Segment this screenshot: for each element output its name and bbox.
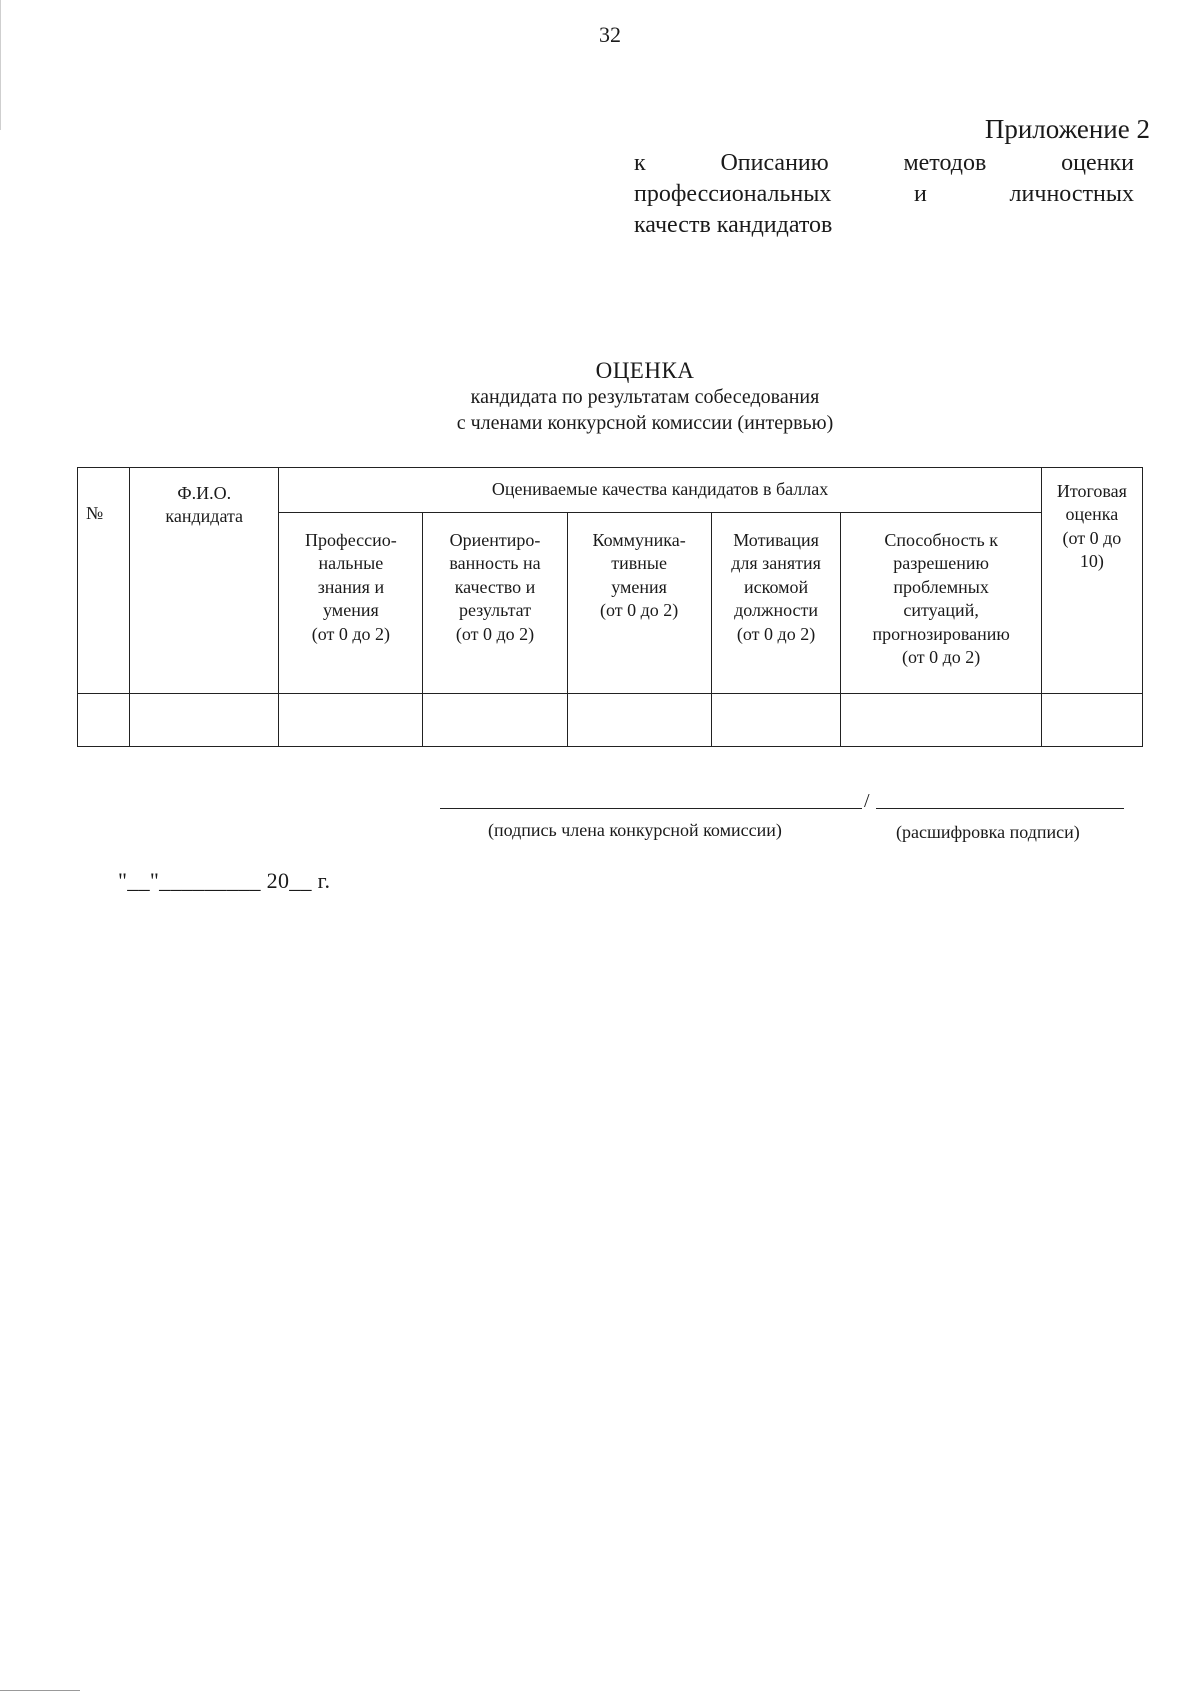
header-line: оценка (1065, 504, 1119, 525)
header-candidate-name (130, 468, 279, 694)
empty-cell-motivation[interactable] (711, 694, 841, 747)
header-line: знания и (317, 576, 385, 597)
header-line: разрешению (893, 553, 989, 574)
header-line: должности (734, 600, 819, 621)
header-line: результат (458, 600, 532, 621)
empty-cell-communication-skills[interactable] (567, 694, 711, 747)
header-line: Ориентиро- (449, 530, 541, 550)
header-professional-knowledge (279, 513, 423, 694)
empty-cell-candidate-name[interactable] (130, 694, 279, 747)
header-problem-solving (841, 513, 1041, 694)
table-row (78, 694, 1143, 747)
header-line: умения (323, 600, 379, 621)
header-line: (от 0 до 2) (736, 623, 816, 644)
scan-bottom-mark (0, 1690, 80, 1691)
header-line: проблемных (893, 576, 989, 597)
header-line: (от 0 до 2) (901, 646, 981, 667)
appendix-line-3: качеств кандидатов (634, 212, 833, 238)
header-line: Способность к (884, 530, 998, 550)
header-line: для занятия (731, 553, 821, 574)
signature-decoding-caption: (расшифровка подписи) (896, 822, 1080, 842)
appendix-word: профессиональных (634, 181, 832, 207)
table-header-row (78, 468, 1143, 513)
document-subheading-2: с членами конкурсной комиссии (интервью) (456, 412, 834, 434)
empty-cell-number[interactable] (78, 694, 130, 747)
empty-cell-total-score[interactable] (1041, 694, 1142, 747)
header-line: Ф.И.О. (177, 483, 232, 503)
appendix-word: методов (903, 150, 987, 176)
header-communication-skills (567, 513, 711, 694)
header-line: Мотивация (733, 530, 819, 550)
signature-separator: / (864, 790, 870, 812)
appendix-title: Приложение 2 (984, 114, 1150, 144)
header-line: качество и (454, 576, 536, 597)
header-line: кандидата (165, 506, 244, 527)
appendix-line-2 (634, 181, 1134, 208)
header-line: (от 0 до (1062, 527, 1122, 548)
appendix-word: оценки (1061, 150, 1134, 176)
header-line: умения (611, 576, 667, 597)
header-result-orientation (423, 513, 567, 694)
empty-cell-result-orientation[interactable] (423, 694, 567, 747)
header-qualities-group: Оцениваемые качества кандидатов в баллах (279, 468, 1041, 513)
header-motivation (711, 513, 841, 694)
empty-cell-problem-solving[interactable] (841, 694, 1041, 747)
header-line: (от 0 до 2) (311, 623, 391, 644)
header-line: Итоговая (1056, 481, 1127, 501)
header-line: Профессио- (305, 530, 397, 550)
signature-caption: (подпись члена конкурсной комиссии) (488, 820, 782, 840)
header-line: ситуаций, (903, 600, 979, 621)
header-line: нальные (318, 553, 384, 574)
appendix-word: Описанию (720, 150, 829, 176)
date-line: "__"_________ 20__ г. (118, 868, 331, 893)
header-line: тивные (611, 553, 667, 574)
scan-margin-mark (0, 0, 3, 130)
appendix-line-1 (634, 150, 1134, 177)
document-heading: ОЦЕНКА (595, 358, 695, 383)
appendix-word: личностных (1009, 181, 1134, 207)
header-total-score (1041, 468, 1142, 694)
header-line: 10) (1079, 551, 1104, 572)
header-line: ванность на (449, 553, 541, 574)
appendix-word: к (634, 150, 646, 176)
header-line: Коммуника- (592, 530, 686, 550)
appendix-word: и (914, 181, 927, 207)
header-line: прогнозированию (872, 623, 1010, 644)
header-line: искомой (744, 576, 809, 597)
signature-decoding-line[interactable] (876, 808, 1124, 809)
signature-line[interactable] (440, 808, 862, 809)
header-number: № (78, 468, 130, 694)
document-subheading-1: кандидата по результатам собеседования (470, 386, 820, 408)
evaluation-table (77, 467, 1143, 747)
header-line: (от 0 до 2) (455, 623, 535, 644)
header-line: (от 0 до 2) (599, 600, 679, 621)
empty-cell-professional-knowledge[interactable] (279, 694, 423, 747)
page-number: 32 (599, 22, 621, 47)
